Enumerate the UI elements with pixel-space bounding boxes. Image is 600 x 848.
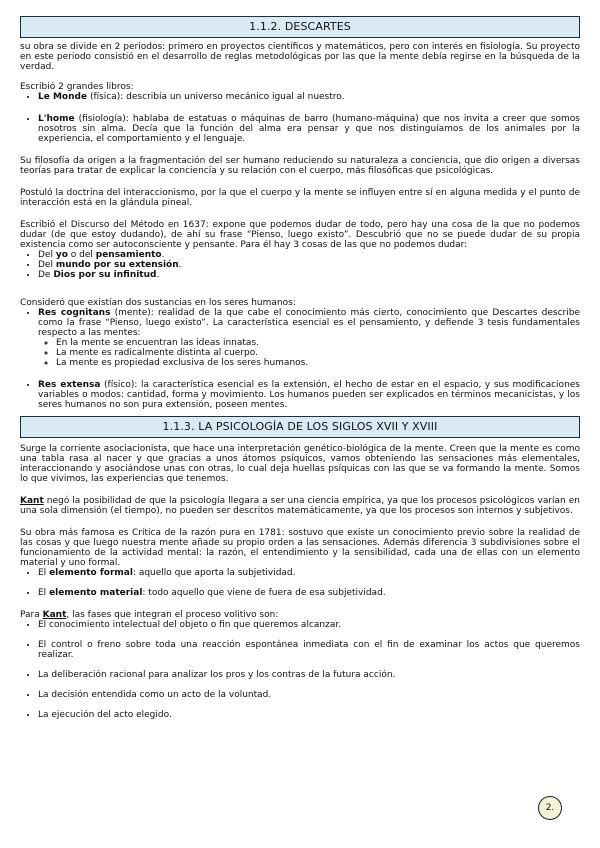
page-number-badge: 2. [538, 796, 562, 820]
paragraph-phases-intro: Para Kant, las fases que integran el proceso volitivo son: [20, 610, 279, 620]
list-item: • Res extensa (físico): la característica esencial es la extensión, el hecho de estar en el espacio, y sus modificaciones variables o modos: cantidad, forma y movimiento. Los humanos pueden ser explicados en términos mecanicistas, y los seres humanos no son pura extensión, poseen mentes. [38, 380, 580, 410]
paragraph-fragmentation: Su filosofía da origen a la fragmentación del ser humano reduciendo su naturaleza a conciencia, que dio origen a diversas teorías para tratar de explicar la conciencia y su relación con el cuerpo, más filosóficas que psicológicas. [20, 156, 580, 176]
paragraph-critique: Su obra más famosa es Crítica de la razón pura en 1781: sostuvo que existe un conocimiento previo sobre la realidad de las cosas y que luego nuestra mente añade su propio orden a las sensaciones. Además diferencia 3 subdivisiones sobre el funcionamiento de la actividad mental: la razón, el entendimiento y la sensibilidad, cada una de ellas con un elemento material y uno formal. [20, 528, 580, 568]
paragraph-periods: su obra se divide en 2 periodos: primero en proyectos científicos y matemáticos, pero con interés en fisiología. Su proyecto en este periodo consistió en el desarrollo de reglas metodológicas por las que la mente debía regirse en la búsqueda de la verdad. [20, 42, 580, 72]
elements-list [20, 568, 580, 598]
list-item: • El elemento material: todo aquello que viene de fuera de esa subjetividad. [38, 588, 580, 598]
list-item: • El elemento formal: aquello que aporta la subjetividad. [38, 568, 580, 578]
list-item: • Del yo o del pensamiento. [38, 250, 580, 260]
doubt-list [20, 250, 580, 280]
list-item: ◦ La mente es propiedad exclusiva de los seres humanos. [56, 358, 580, 368]
list-item: • El control o freno sobre toda una reacción espontánea inmediata con el fin de examinar los actos que queremos realizar. [38, 640, 580, 660]
list-item: • La ejecución del acto elegido. [38, 710, 580, 720]
paragraph-substances: Consideró que existían dos sustancias en los seres humanos: [20, 298, 296, 308]
substances-list [20, 308, 580, 410]
list-item: • La deliberación racional para analizar los pros y los contras de la futura acción. [38, 670, 580, 680]
list-item: • De Dios por su infinitud. [38, 270, 580, 280]
book-title: L'home [38, 114, 75, 124]
list-item: • Le Monde (física): describía un universo mecánico igual al nuestro. [38, 92, 580, 102]
book-title: Le Monde [38, 92, 88, 102]
section-heading-psychology-xvii-xviii: 1.1.3. LA PSICOLOGÍA DE LOS SIGLOS XVII Y XVIII [20, 416, 580, 438]
list-item: • La decisión entendida como un acto de la voluntad. [38, 690, 580, 700]
paragraph-discourse: Escribió el Discurso del Método en 1637: expone que podemos dudar de todo, pero hay una cosa de la que no podemos dudar (de que estoy dudando), de ahí su frase “Pienso, luego existo”. Descubrió que no se puede dudar de su propia existencia como ser autoconsciente y pensante. Para él hay 3 cosas de las que no podemos dudar: [20, 220, 580, 250]
paragraph-interactionism: Postuló la doctrina del interaccionismo, por la que el cuerpo y la mente se influyen entre sí en alguna medida y el punto de interacción está en la glándula pineal. [20, 188, 580, 208]
books-intro: Escribió 2 grandes libros: [20, 82, 134, 92]
paragraph-kant: Kant negó la posibilidad de que la psicología llegara a ser una ciencia empírica, ya que los procesos psicológicos varían en una sola dimensión (el tiempo), no pueden ser descritos matemáticamente, ya que los procesos son internos y subjetivos. [20, 496, 580, 516]
list-item: • El conocimiento intelectual del objeto o fin que queremos alcanzar. [38, 620, 580, 630]
kant-name: Kant [42, 610, 67, 620]
list-item: ◦ En la mente se encuentran las ideas innatas. [56, 338, 580, 348]
books-list [20, 92, 580, 144]
substance-title: Res extensa [38, 380, 101, 390]
document-page [20, 16, 580, 720]
kant-name: Kant [20, 496, 44, 506]
list-item: ◦ La mente es radicalmente distinta al cuerpo. [56, 348, 580, 358]
section-heading-descartes: 1.1.2. DESCARTES [20, 16, 580, 38]
list-item: • Del mundo por su extensión. [38, 260, 580, 270]
list-item: • L'home (fisiología): hablaba de estatuas o máquinas de barro (humano-máquina) que nos invita a creer que somos nosotros sin alma. Decía que la función del alma era pensar y que nos distinguíamos de los animales por la experiencia, el comportamiento y el lenguaje. [38, 114, 580, 144]
theses-list [38, 338, 580, 368]
phases-list [20, 620, 580, 720]
list-item: • Res cognitans (mente): realidad de la que cabe el conocimiento más cierto, conocimiento que Descartes describe como la frase “Pienso, luego existo”. La característica esencial es el pensamiento, y defiende 3 tesis fundamentales respecto a las mentes: ◦ En la mente se encuentran las ideas innatas. ◦ La mente es radicalmente distinta al cuerpo. ◦ La mente es propiedad exclusiva de los seres humanos. [38, 308, 580, 368]
substance-title: Res cognitans [38, 308, 111, 318]
paragraph-associationism: Surge la corriente asociacionista, que hace una interpretación genético-biológica de la mente. Creen que la mente es como una tabla rasa al nacer y que gracias a unos átomos psíquicos, vamos obteniendo las sensaciones más elementales, interaccionando y asociándose unas con otras, lo cual deja huellas psíquicas con las que se va formando la mente. Somos lo que vivimos, las experiencias que tenemos. [20, 444, 580, 484]
